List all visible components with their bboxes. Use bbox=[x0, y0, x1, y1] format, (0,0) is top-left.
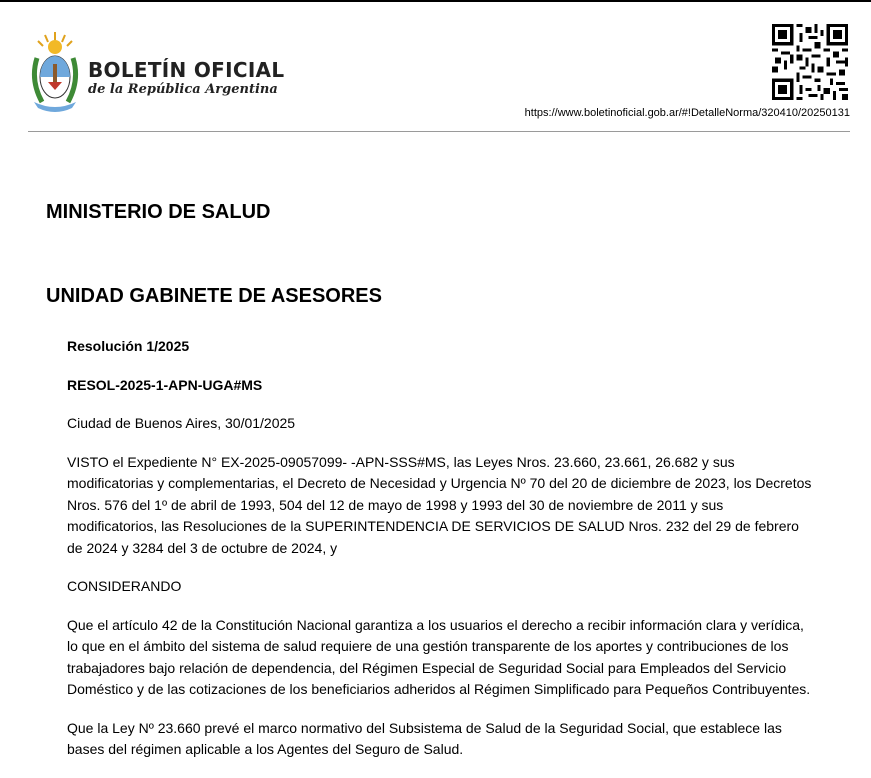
document-body bbox=[67, 336, 812, 778]
resolution-number: Resolución 1/2025 bbox=[67, 338, 190, 354]
brand-subtitle: de la República Argentina bbox=[88, 82, 278, 97]
paragraph-article-42: Que el artículo 42 de la Constitución Nacional garantiza a los usuarios el derecho a recibir información clara y verídica, lo que en el ámbito del sistema de salud requiere de una gestión transparente de los aportes y contribuciones de los trabajadores bajo relación de dependencia, del Régimen Especial de Seguridad Social para Empleados del Servicio Doméstico y de las cotizaciones de los beneficiarios adheridos al Régimen Simplificado para Pequeños Contribuyentes. bbox=[67, 616, 811, 697]
header-divider bbox=[28, 131, 850, 132]
qr-code-icon bbox=[772, 24, 848, 100]
brand-title: BOLETÍN OFICIAL bbox=[88, 58, 285, 82]
place-date: Ciudad de Buenos Aires, 30/01/2025 bbox=[67, 415, 296, 431]
ministry-heading: MINISTERIO DE SALUD bbox=[46, 201, 271, 223]
document-url: https://www.boletinoficial.gob.ar/#!DetalleNorma/320410/20250131 bbox=[524, 107, 850, 119]
paragraph-ley-23660: Que la Ley Nº 23.660 prevé el marco normativo del Subsistema de Salud de la Seguridad Social, que establece las bases del régimen aplicable a los Agentes del Seguro de Salud. bbox=[67, 719, 782, 757]
coat-of-arms-icon bbox=[28, 30, 82, 112]
resolution-code: RESOL-2025-1-APN-UGA#MS bbox=[67, 376, 263, 393]
page-header bbox=[0, 0, 871, 132]
paragraph-considerando: CONSIDERANDO bbox=[67, 578, 182, 594]
unit-heading: UNIDAD GABINETE DE ASESORES bbox=[46, 285, 382, 307]
paragraph-visto: VISTO el Expediente N° EX-2025-09057099- -APN-SSS#MS, las Leyes Nros. 23.660, 23.661, 26.682 y sus modificatorias y complementarias, el Decreto de Necesidad y Urgencia Nº 70 del 20 de diciembre de 2023, los Decretos Nros. 576 del 1º de abril de 1993, 504 del 12 de mayo de 1998 y 1993 del 30 de noviembre de 2011 y sus modificatorios, las Resoluciones de la SUPERINTENDENCIA DE SERVICIOS DE SALUD Nros. 232 del 29 de febrero de 2024 y 3284 del 3 de octubre de 2024, y bbox=[67, 453, 812, 556]
